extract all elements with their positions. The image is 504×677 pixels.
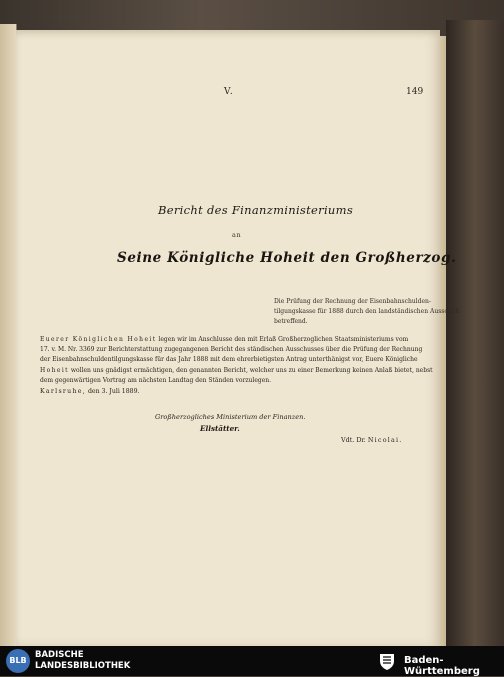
body-line	[40, 355, 433, 365]
coat-of-arms-icon[interactable]	[378, 651, 396, 671]
dateline	[40, 388, 140, 395]
section-numeral: V.	[224, 87, 234, 97]
body-emphasis: Hoheit	[40, 366, 69, 374]
body-line	[40, 366, 433, 376]
document-page	[16, 30, 460, 646]
body-text: legen wir im Anschlusse den mit Erlaß Großherzoglichen Staatsministeriums vom	[156, 336, 409, 343]
body-text: der Eisenbahnschuldentilgungskasse für das Jahr 1888 mit dem ehrerbietigsten Antrag unterthänigst vor, Euere Königliche	[40, 356, 418, 364]
subject-abstract	[274, 297, 459, 327]
library-name-line2: LANDESBIBLIOTHEK	[35, 661, 131, 671]
addressee-title: Seine Königliche Hoheit den Großherzog.	[117, 250, 457, 266]
body-line	[40, 376, 433, 386]
body-text: 17. v. M. Nr. 3369 zur Berichterstattung zugegangenen Bericht des ständischen Ausschusses über die Prüfung der Rechnung	[40, 346, 423, 354]
dateline-place: Karlsruhe,	[40, 388, 86, 395]
library-footer-bar	[0, 646, 504, 676]
countersignature	[341, 436, 402, 444]
abstract-line: Die Prüfung der Rechnung der Eisenbahnschulden-	[274, 298, 431, 305]
abstract-line: tilgungskasse für 1888 durch den landständischen Ausschuß	[274, 308, 460, 315]
library-name-line1: BADISCHE	[35, 650, 84, 660]
report-body	[40, 335, 433, 386]
page-number: 149	[406, 87, 424, 97]
title-connector: an	[232, 231, 242, 239]
book-cover-edge	[446, 20, 504, 646]
state-name[interactable]: Baden-Württemberg	[404, 655, 480, 677]
library-name[interactable]	[35, 650, 130, 672]
body-line	[40, 335, 433, 345]
body-emphasis: Euerer Königlichen Hoheit	[40, 336, 157, 343]
countersign-name: Nicolai.	[367, 436, 403, 444]
signing-ministry: Großherzogliches Ministerium der Finanzen.	[155, 413, 306, 421]
previous-page-edge	[0, 24, 17, 646]
report-title: Bericht des Finanzministeriums	[158, 203, 354, 217]
blb-logo-icon[interactable]: BLB	[6, 649, 30, 673]
countersign-prefix: Vdt. Dr.	[341, 436, 368, 444]
body-text: dem gegenwärtigen Vortrag am nächsten Landtag den Ständen vorzulegen.	[40, 376, 272, 384]
abstract-line: betreffend.	[274, 318, 308, 325]
signatory-name: Ellstätter.	[200, 424, 240, 433]
body-line	[40, 345, 433, 355]
body-text: wollen uns gnädigst ermächtigen, den genannten Bericht, welcher uns zu einer Bemerkung keinen Anlaß bietet, nebst	[69, 366, 433, 374]
dateline-date: den 3. Juli 1889.	[85, 388, 140, 395]
